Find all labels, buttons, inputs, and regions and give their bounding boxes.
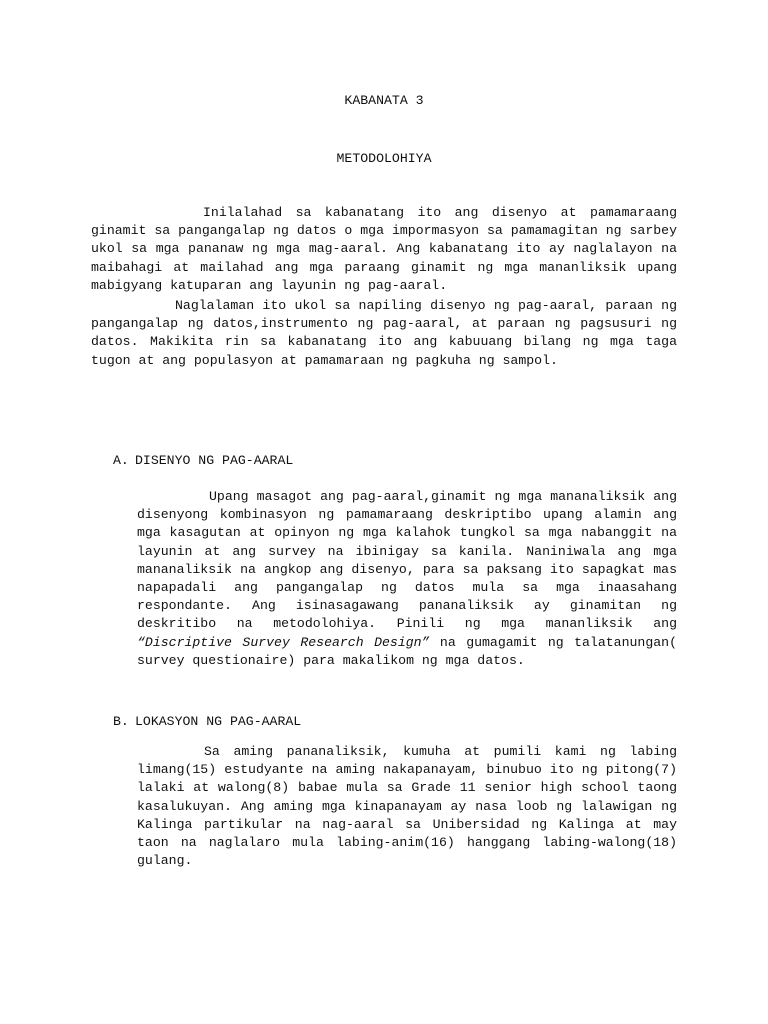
section-a-text-start: Upang masagot ang pag-aaral,ginamit ng mga mananaliksik ang disenyong kombinasyon ng pamamaraang deskriptibo upang alamin ang mga kasagutan at opinyon ng mga kalahok tungkol sa mga nabanggit na layunin at ang survey na ibinigay sa kanila. Naniniwala ang mga mananaliksik na angkop ang disenyo, para sa paksang ito sapagkat mas napapadali ang pangangalap ng datos mula sa mga inaasahang respondante. Ang isinasagawang pananaliksik ay ginamitan ng deskritibo na metodolohiya. Pinili ng mga mananliksik ang xyxy=(137,489,677,632)
section-a-heading xyxy=(113,452,293,470)
section-b-marker: B. xyxy=(113,714,129,729)
intro-paragraph-1 xyxy=(91,204,677,295)
chapter-title: METODOLOHIYA xyxy=(336,151,432,166)
section-a-title: DISENYO NG PAG-AARAL xyxy=(135,453,294,468)
chapter-heading: KABANATA 3 xyxy=(344,93,424,108)
section-b-heading xyxy=(113,713,301,731)
research-design-name: “Discriptive Survey Research Design” xyxy=(137,634,430,650)
section-b-text: Sa aming pananaliksik, kumuha at pumili kami ng labing limang(15) estudyante na aming nakapanayam, binubuo ito ng pitong(7) lalaki at walong(8) babae mula sa Grade 11 senior high school taong kasalukuyan. Ang aming mga kinapanayam ay nasa loob ng lalawigan ng Kalinga partikular na nag-aaral sa Unibersidad ng Kalinga at may taon na naglalaro mula labing-anim(16) hanggang labing-walong(18) gulang. xyxy=(137,744,677,869)
section-a-text-end: na gumagamit ng talatanungan( survey questionaire) para makalikom ng mga datos. xyxy=(137,634,677,668)
section-b-paragraph xyxy=(137,743,677,870)
section-b-title: LOKASYON NG PAG-AARAL xyxy=(135,714,302,729)
section-a-marker: A. xyxy=(113,453,129,468)
section-a-paragraph xyxy=(137,488,677,670)
intro-paragraph-2-text: Naglalaman ito ukol sa napiling disenyo ng pag-aaral, paraan ng pangangalap ng datos,instrumento ng pag-aaral, at paraan ng pagsusuri ng datos. Makikita rin sa kabanatang ito ang kabuuang bilang ng mga taga tugon at ang populasyon at pamamaraan ng pagkuha ng sampol. xyxy=(91,298,677,368)
intro-paragraph-2 xyxy=(91,297,677,370)
intro-paragraph-1-text: Inilalahad sa kabanatang ito ang disenyo at pamamaraang ginamit sa pangangalap ng datos o mga impormasyon sa pamamagitan ng sarbey ukol sa mga pananaw ng mga mag-aaral. Ang kabanatang ito ay naglalayon na maibahagi at mailahad ang mga paraang ginamit ng mga mananliksik upang mabigyang katuparan ang layunin ng pag-aaral. xyxy=(91,205,677,293)
